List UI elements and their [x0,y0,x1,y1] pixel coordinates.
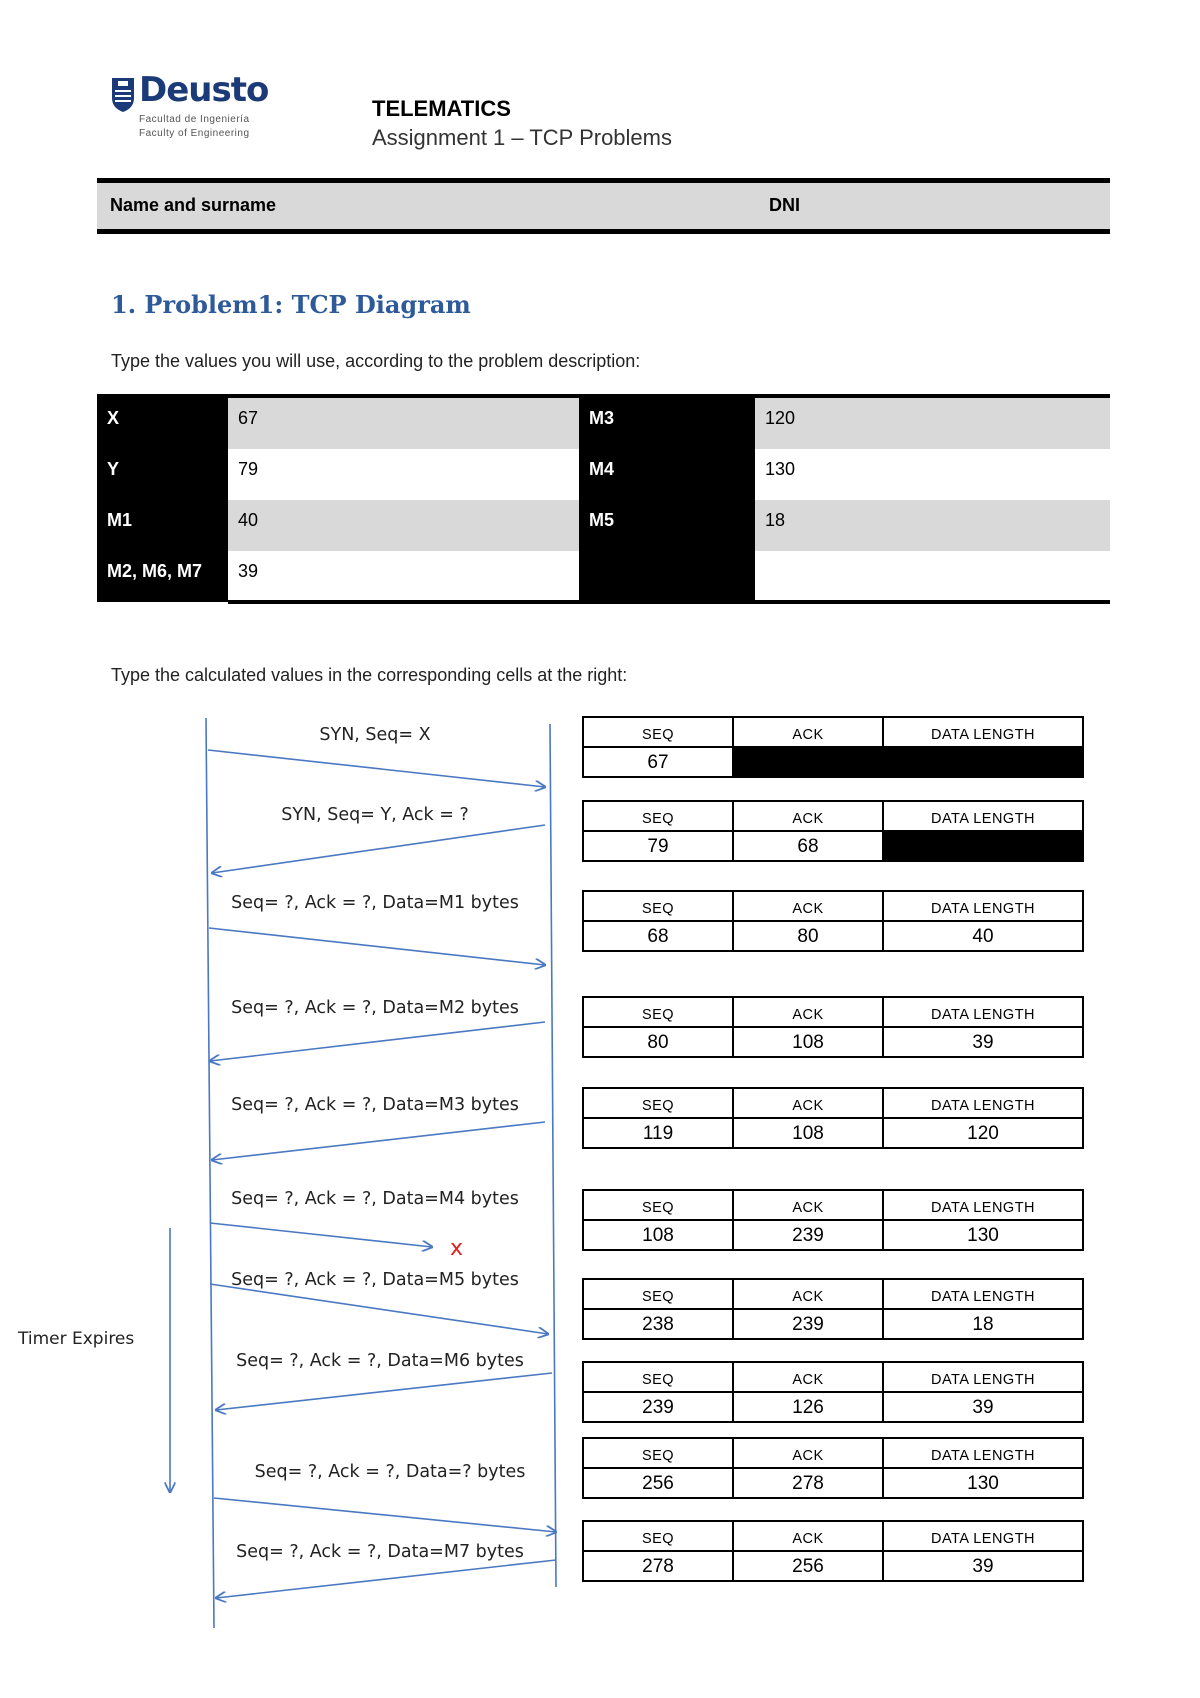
result-box [582,1189,1084,1253]
message-arrow [208,750,545,787]
ack-value-cell[interactable]: 256 [732,1550,884,1582]
value-cell[interactable]: 39 [228,551,579,602]
dni-label: DNI [769,195,800,215]
key-cell: M2, M6, M7 [97,551,228,602]
message-arrow [212,1122,545,1160]
message-arrow [214,1498,556,1532]
key-cell: M4 [579,449,755,500]
ack-value-cell[interactable]: 108 [732,1026,884,1058]
len-header: DATA LENGTH [882,1361,1084,1393]
seq-value-cell[interactable]: 238 [582,1308,734,1340]
message-arrow [216,1560,556,1598]
seq-value-cell[interactable]: 256 [582,1467,734,1499]
lost-segment-marker: x [450,1236,464,1261]
result-box [582,1087,1084,1151]
len-value-cell[interactable]: 39 [882,1391,1084,1423]
ack-header: ACK [732,1087,884,1119]
seq-value-cell[interactable]: 278 [582,1550,734,1582]
seq-header: SEQ [582,1520,734,1552]
client-timeline [206,718,214,1628]
ack-header: ACK [732,1520,884,1552]
len-header: DATA LENGTH [882,716,1084,748]
len-header: DATA LENGTH [882,800,1084,832]
ack-value-cell[interactable] [732,746,884,778]
key-cell: Y [97,449,228,500]
len-header: DATA LENGTH [882,1278,1084,1310]
ack-header: ACK [732,1361,884,1393]
seq-value-cell[interactable]: 68 [582,920,734,952]
message-label: Seq= ?, Ack = ?, Data=M6 bytes [236,1351,524,1371]
key-cell: M5 [579,500,755,551]
ack-header: ACK [732,716,884,748]
seq-value-cell[interactable]: 119 [582,1117,734,1149]
value-cell[interactable]: 120 [755,398,1110,449]
message-arrow [212,825,545,873]
message-arrow [209,928,545,965]
len-value-cell[interactable]: 130 [882,1219,1084,1251]
value-cell[interactable]: 67 [228,398,579,449]
key-cell: M1 [97,500,228,551]
course-title: TELEMATICS [372,96,511,121]
len-value-cell[interactable] [882,746,1084,778]
ack-header: ACK [732,890,884,922]
ack-header: ACK [732,800,884,832]
seq-value-cell[interactable]: 108 [582,1219,734,1251]
len-header: DATA LENGTH [882,1189,1084,1221]
result-box [582,1520,1084,1584]
result-box [582,716,1084,780]
key-cell: X [97,398,228,449]
message-label: SYN, Seq= X [319,725,431,745]
seq-header: SEQ [582,1278,734,1310]
seq-header: SEQ [582,1189,734,1221]
section-heading: 1. Problem1: TCP Diagram [111,290,471,319]
value-cell[interactable]: 40 [228,500,579,551]
result-box [582,1278,1084,1342]
seq-header: SEQ [582,1437,734,1469]
timer-expires-label: Timer Expires [18,1329,135,1349]
instruction-calculated: Type the calculated values in the corresponding cells at the right: [111,665,628,685]
logo-wordmark: Deusto [139,70,269,110]
ack-header: ACK [732,996,884,1028]
ack-header: ACK [732,1437,884,1469]
message-arrow [210,1022,545,1061]
ack-header: ACK [732,1189,884,1221]
message-arrow [210,1284,548,1334]
len-value-cell[interactable]: 120 [882,1117,1084,1149]
logo-subtitle-1: Facultad de Ingeniería [139,114,250,125]
len-header: DATA LENGTH [882,1087,1084,1119]
instruction-values: Type the values you will use, according to the problem description: [111,351,641,371]
logo-subtitle-2: Faculty of Engineering [139,128,250,139]
len-value-cell[interactable]: 39 [882,1026,1084,1058]
ack-value-cell[interactable]: 80 [732,920,884,952]
seq-header: SEQ [582,1361,734,1393]
len-header: DATA LENGTH [882,996,1084,1028]
len-header: DATA LENGTH [882,1437,1084,1469]
len-value-cell[interactable]: 39 [882,1550,1084,1582]
ack-value-cell[interactable]: 108 [732,1117,884,1149]
message-arrow [210,1223,432,1247]
len-value-cell[interactable]: 130 [882,1467,1084,1499]
result-box [582,1437,1084,1501]
value-cell[interactable]: 130 [755,449,1110,500]
message-label: SYN, Seq= Y, Ack = ? [281,805,469,825]
ack-value-cell[interactable]: 239 [732,1219,884,1251]
ack-value-cell[interactable]: 239 [732,1308,884,1340]
message-label: Seq= ?, Ack = ?, Data=M5 bytes [231,1270,519,1290]
message-label: Seq= ?, Ack = ?, Data=M1 bytes [231,893,519,913]
len-value-cell[interactable]: 40 [882,920,1084,952]
message-label: Seq= ?, Ack = ?, Data=M7 bytes [236,1542,524,1562]
ack-value-cell[interactable]: 126 [732,1391,884,1423]
len-header: DATA LENGTH [882,890,1084,922]
seq-value-cell[interactable]: 79 [582,830,734,862]
seq-header: SEQ [582,1087,734,1119]
ack-value-cell[interactable]: 68 [732,830,884,862]
seq-header: SEQ [582,890,734,922]
key-cell: M3 [579,398,755,449]
value-cell[interactable]: 18 [755,500,1110,551]
message-label: Seq= ?, Ack = ?, Data=M3 bytes [231,1095,519,1115]
len-value-cell[interactable] [882,830,1084,862]
message-arrow [216,1373,552,1410]
seq-value-cell[interactable]: 80 [582,1026,734,1058]
ack-header: ACK [732,1278,884,1310]
result-box [582,800,1084,864]
ack-value-cell[interactable]: 278 [732,1467,884,1499]
name-label: Name and surname [110,195,277,215]
message-label: Seq= ?, Ack = ?, Data=? bytes [254,1462,526,1482]
result-box [582,890,1084,954]
message-label: Seq= ?, Ack = ?, Data=M4 bytes [231,1189,519,1209]
seq-header: SEQ [582,800,734,832]
assignment-title: Assignment 1 – TCP Problems [372,125,672,150]
len-value-cell[interactable]: 18 [882,1308,1084,1340]
result-box [582,1361,1084,1425]
seq-header: SEQ [582,996,734,1028]
seq-value-cell[interactable]: 239 [582,1391,734,1423]
value-cell[interactable]: 79 [228,449,579,500]
seq-header: SEQ [582,716,734,748]
message-label: Seq= ?, Ack = ?, Data=M2 bytes [231,998,519,1018]
server-timeline [550,724,556,1587]
result-box [582,996,1084,1060]
seq-value-cell[interactable]: 67 [582,746,734,778]
len-header: DATA LENGTH [882,1520,1084,1552]
